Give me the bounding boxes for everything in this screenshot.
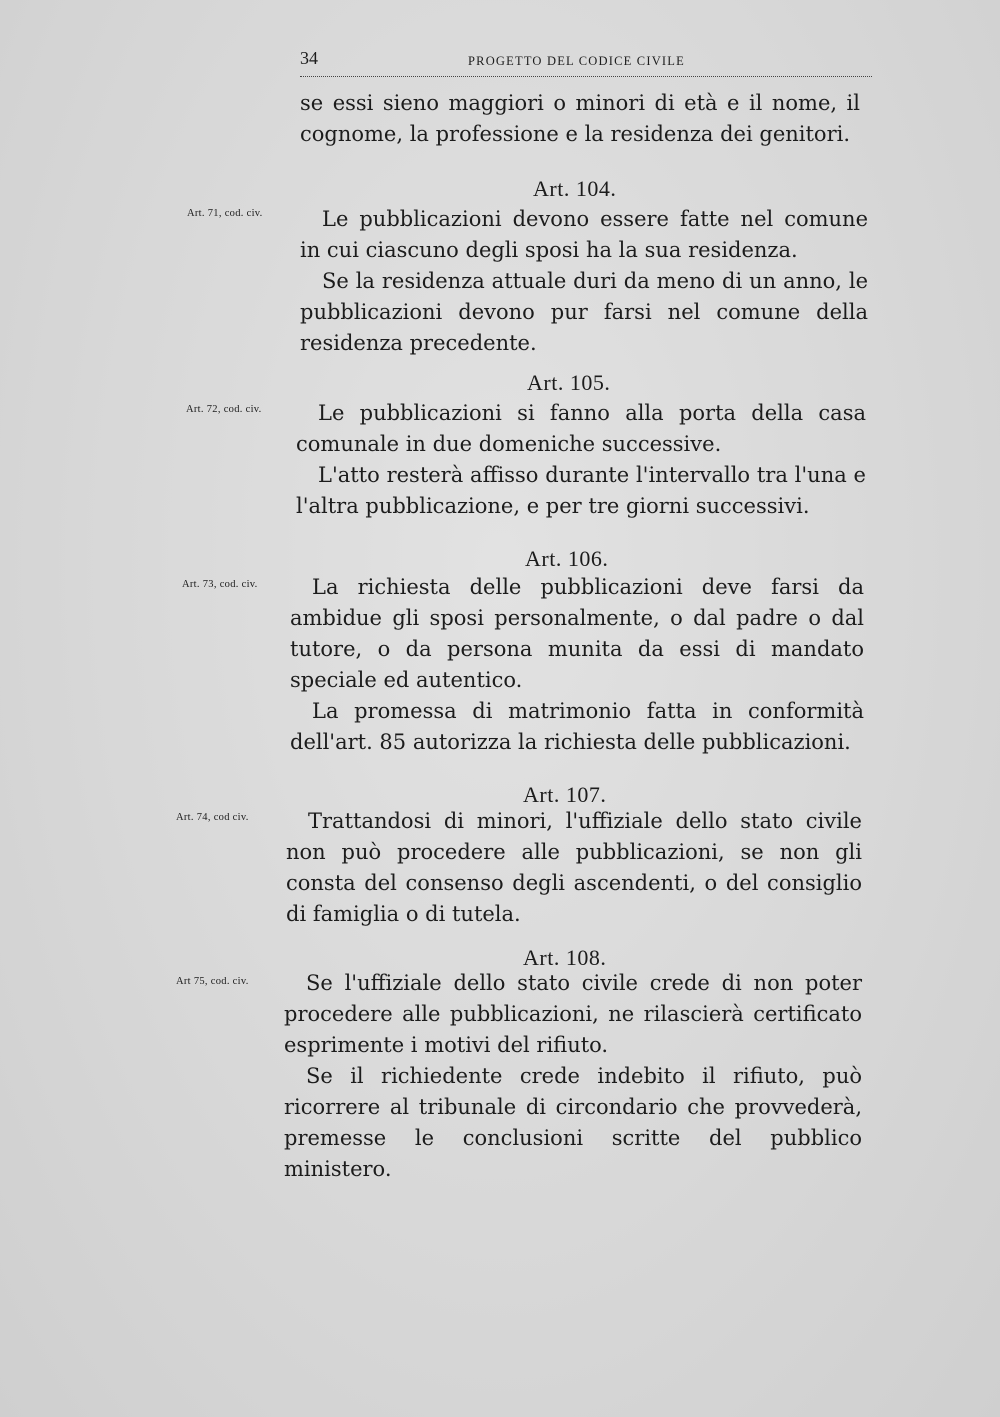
article-heading: Art. 107. — [523, 782, 607, 807]
article-paragraph: Se la residenza attuale duri da meno di un anno, le pubblicazioni devono pur farsi nel comune della residenza precedente. — [300, 269, 868, 355]
margin-note: Art 75, cod. civ. — [176, 976, 249, 987]
continuation-paragraph: se essi sieno maggiori o minori di età e il nome, il cognome, la professione e la residenza dei genitori. — [300, 91, 860, 146]
article-paragraph: La richiesta delle pubblicazioni deve farsi da ambidue gli sposi personalmente, o dal padre o dal tutore, o da persona munita da essi di mandato speciale ed autentico. — [290, 575, 864, 692]
margin-note: Art. 73, cod. civ. — [182, 579, 258, 590]
margin-note: Art. 74, cod civ. — [176, 812, 249, 823]
article-paragraph: L'atto resterà affisso durante l'intervallo tra l'una e l'altra pubblicazione, e per tre giorni successivi. — [296, 463, 866, 518]
margin-note: Art. 71, cod. civ. — [187, 208, 263, 219]
article-paragraph: La promessa di matrimonio fatta in conformità dell'art. 85 autorizza la richiesta delle pubblicazioni. — [290, 699, 864, 754]
article-heading: Art. 104. — [533, 176, 617, 201]
page-header — [300, 46, 872, 77]
article-paragraph: Le pubblicazioni devono essere fatte nel comune in cui ciascuno degli sposi ha la sua residenza. — [300, 207, 868, 262]
article-body — [286, 806, 862, 930]
article-paragraph: Trattandosi di minori, l'uffiziale dello stato civile non può procedere alle pubblicazioni, se non gli consta del consenso degli ascendenti, o del consiglio di famiglia o di tutela. — [286, 809, 862, 926]
article-body — [300, 204, 868, 359]
margin-note: Art. 72, cod. civ. — [186, 404, 262, 415]
article-body — [296, 398, 866, 522]
running-title: PROGETTO DEL CODICE CIVILE — [468, 54, 685, 68]
article-heading: Art. 105. — [527, 370, 611, 395]
article-body — [284, 968, 862, 1185]
page-number: 34 — [300, 48, 318, 68]
article-heading: Art. 108. — [523, 945, 607, 970]
article-paragraph: Le pubblicazioni si fanno alla porta della casa comunale in due domeniche successive. — [296, 401, 866, 456]
article-heading: Art. 106. — [525, 546, 609, 571]
article-paragraph: Se l'uffiziale dello stato civile crede di non poter procedere alle pubblicazioni, ne rilascierà certificato esprimente i motivi del rifiuto. — [284, 971, 862, 1057]
article-paragraph: Se il richiedente crede indebito il rifiuto, può ricorrere al tribunale di circondario che provvederà, premesse le conclusioni scritte del pubblico ministero. — [284, 1064, 862, 1181]
article-body — [290, 572, 864, 758]
